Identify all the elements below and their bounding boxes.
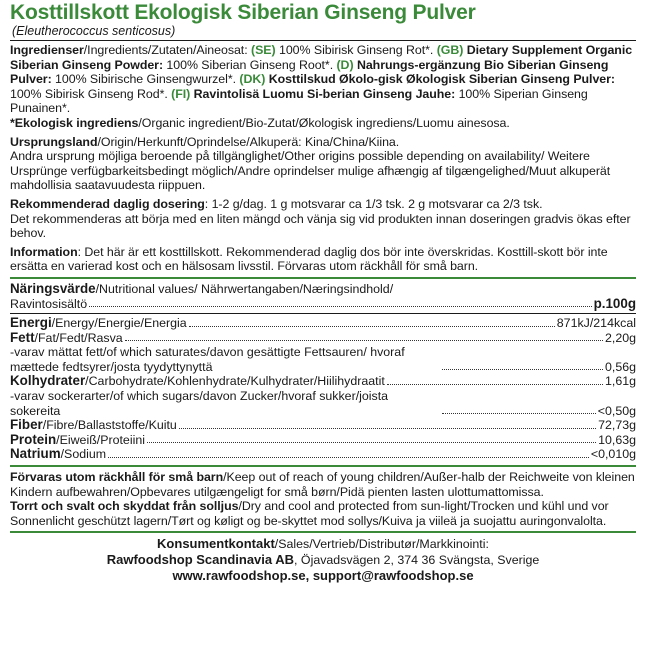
nutrient-name: Fett [10,329,35,345]
nutrient-value: 2,20g [604,330,636,345]
nutrition-row [10,447,636,462]
nutrient-name: Energi [10,315,52,331]
nutrient-name: Protein [10,431,57,447]
top-divider [10,40,636,41]
nutrient-translations: /Carbohydrate/Kohlenhydrate/Kulhydrater/Hiilihydraatit [85,374,385,389]
latin-name: (Eleutherococcus senticosus) [12,24,176,38]
lang-se: (SE) [251,43,276,57]
nutrition-divider-top [10,277,636,279]
nutrient-translations: /Eiweiß/Proteiini [56,432,145,447]
nutrient-value: 1,61g [604,374,636,389]
nutrient-value: <0,50g [597,403,636,418]
nutrient-translations: /Energy/Energie/Energia [51,316,187,331]
nutrition-row [10,418,636,433]
dosage-note: Det rekommenderas att börja med en liten mängd och vänja sig vid produkten innan doseringen gradvis ökas efter behov. [10,211,631,241]
nutrient-translations: -varav mättat fett/of which saturates/davon gesättigte Fettsauren/ hvoraf mættede fedtsyrer/josta tyydyttynyttä [10,345,405,374]
company-name: Rawfoodshop Scandinavia AB [106,552,295,568]
lang-d: (D) [336,57,354,72]
nutrition-rows [10,316,636,462]
lang-dk: (DK) [239,72,266,87]
nutrition-row [10,433,636,448]
nutrition-row [10,316,636,331]
lang-fi: (FI) [171,86,191,101]
nutrient-name: Fiber [10,417,43,433]
nutrition-table [10,282,636,462]
information-section: Information: Det här är ett kosttillskott. Rekommenderad daglig dos bör inte överskridas. Kosttill-skott bör inte ersätta en varierad kost och en hälsosam livsstil. Förvaras utom räckhåll för små barn. [10,244,608,274]
nutrient-value: 72,73g [598,418,636,433]
nutrient-name: Kolhydrater [10,373,86,389]
nutrient-translations: /Sodium [60,447,107,462]
nutrition-row [10,331,636,346]
storage-dry: Torrt och svalt och skyddat från solljus/Dry and cool and protected from sun-light/Trocken und kühl und vor Sonnenlicht geschützt lagern/Tørt og køligt og be-skyttet mod sollys/Kuiva ja viileä ja suojattu auringonvalolta. [10,499,609,528]
ingredients-section: Ingredienser/Ingredients/Zutaten/Aineosat: (SE) 100% Sibirisk Ginseng Rot*. (GB) Dietary Supplement Organic Siberian Ginseng Powder: 100% Siberian Ginseng Root*. (D) Nahrungs-ergänzung Bio Siberian Ginseng Pulver: 100% Sibirische Ginsengwurzel*. (DK) Kosttilskud Økolo-gisk Økologisk Siberian Ginseng Pulver: 100% Sibirisk Ginseng Rod*. (FI) Ravintolisä Luomu Si-berian Ginseng Jauhe: 100% Siperian Ginseng Punainen*. [10,43,633,116]
lang-gb: (GB) [436,43,464,57]
nutrient-value: <0,010g [590,447,636,462]
nutrient-translations: /Fibre/Ballaststoffe/Kuitu [42,418,177,433]
contact-divider [10,531,636,533]
website-link[interactable]: www.rawfoodshop.se [172,568,306,584]
nutrient-value: 0,56g [604,359,636,374]
origin-section: Ursprungsland/Origin/Herkunft/Oprindelse/Alkuperä: Kina/China/Kiina. [10,134,400,149]
nutrient-value: 871kJ/214kcal [556,316,636,331]
consumer-contact: Konsumentkontakt/Sales/Vertrieb/Distributør/Markkinointi: Rawfoodshop Scandinavia AB, Öjavadsvägen 2, 374 36 Svängsta, Sverige www.rawfoodshop.se, support@rawfoodshop.se [106,536,540,584]
origin-note: Andra ursprung möjliga beroende på tillgänglighet/Other origins possible depending on availability/ Weitere Ursprünge verfügbarkeitsbedingt möglich/Andre oprindelser mulige afhængig af tilgængelighed/Muut alkuperät mahdollisia saatavuudesta riippuen. [10,149,611,193]
nutrient-value: 10,63g [598,432,636,447]
per-100g: p.100g [593,295,636,311]
organic-note: *Ekologisk ingrediens/Organic ingredient/Bio-Zutat/Økologisk ingrediens/Luomu ainesosa. [10,115,510,130]
nutrition-header: Näringsvärde/Nutritional values/ Nährwertangaben/Næringsindhold/ [10,280,394,296]
nutrition-per-row: Ravintosisältö p.100g [10,295,636,311]
ingredients-label: Ingredienser [10,43,84,57]
nutrition-row [10,345,636,374]
nutrition-row [10,389,636,418]
email-link[interactable]: , support@rawfoodshop.se [305,568,474,584]
nutrient-translations: /Fat/Fedt/Rasva [34,330,123,345]
nutrition-row [10,374,636,389]
nutrient-name: Natrium [10,446,61,462]
product-title: Kosttillskott Ekologisk Siberian Ginseng Pulver [10,1,476,24]
nutrient-translations: -varav sockerarter/of which sugars/davon Zucker/hvoraf sukker/joista sokereita [10,389,389,418]
company-address: , Öjavadsvägen 2, 374 36 Svängsta, Sverige [294,553,540,568]
dosage-section: Rekommenderad daglig dosering: 1-2 g/dag. 1 g motsvarar ca 1/3 tsk. 2 g motsvarar ca 2/3 tsk. [10,196,543,211]
storage-kids: Förvaras utom räckhåll för små barn/Keep out of reach of young children/Außer-halb der Reichweite von kleinen Kindern aufbewahren/Opbevares utilgængeligt for små børn/Pidä pienten lasten ulottumattomissa. [10,470,635,499]
nutrition-divider-bottom [10,465,636,467]
